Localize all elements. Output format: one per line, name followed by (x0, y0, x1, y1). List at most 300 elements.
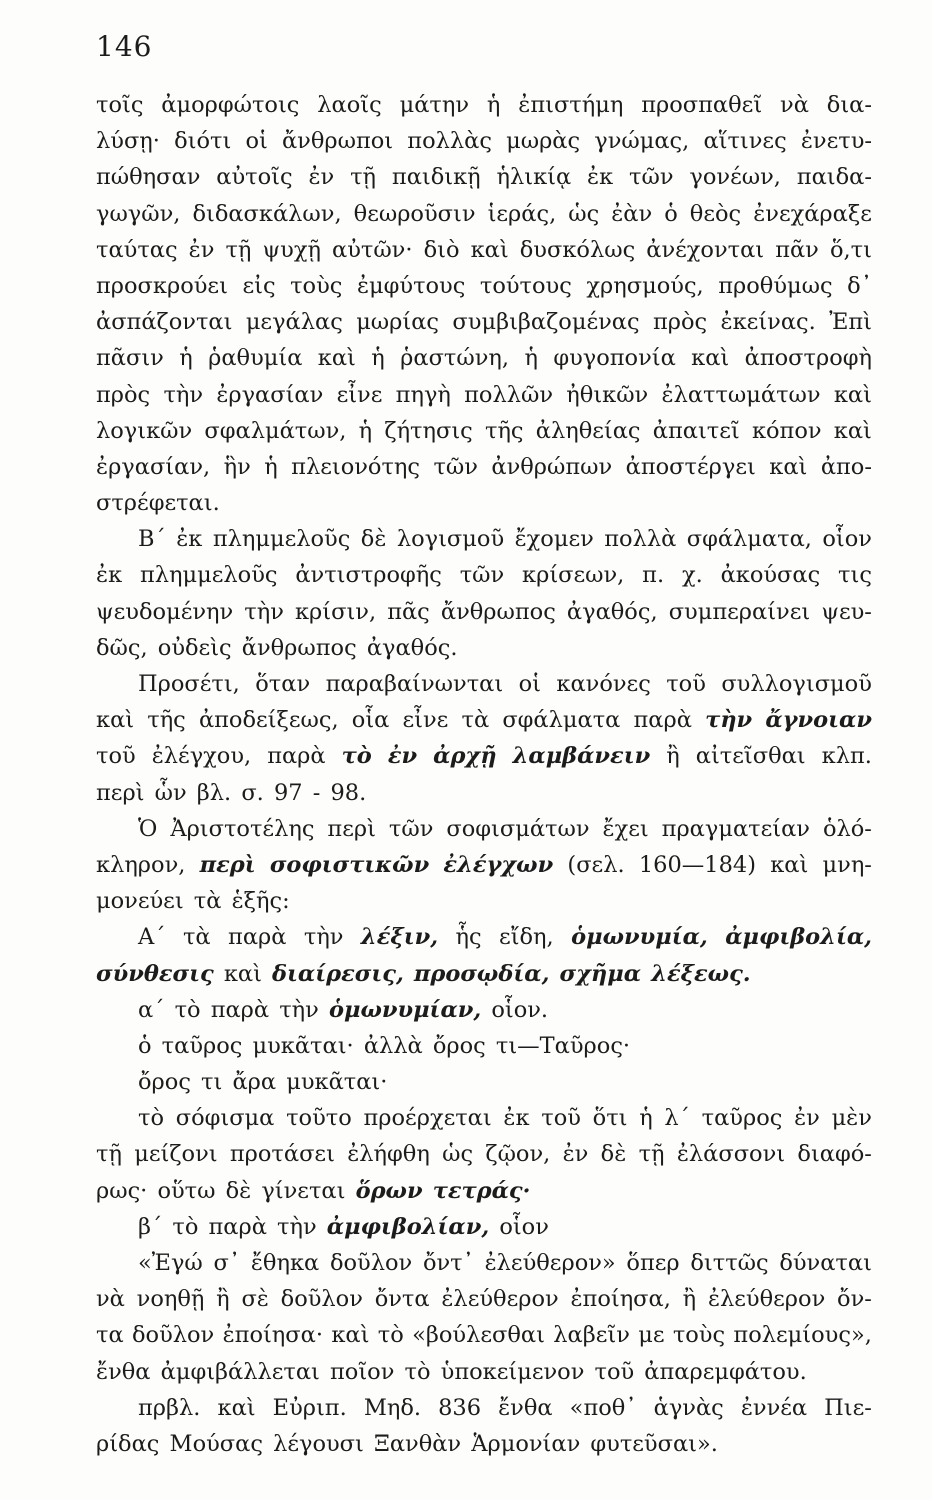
word: τούτους (479, 272, 572, 299)
word: τα (96, 1322, 124, 1349)
word: σφάλματα, (686, 526, 812, 553)
word: ἡ (358, 417, 373, 444)
word: ψυχῇ (262, 236, 321, 263)
word: ἐν (188, 236, 215, 263)
word: ὡς (568, 200, 600, 227)
word: τῇ (225, 236, 252, 263)
word: μυκᾶται· (286, 1069, 388, 1096)
word: δοῦλον (131, 1322, 215, 1349)
word: δοῦλον (329, 1250, 413, 1276)
word: βλ. (196, 779, 232, 806)
word: σοφισμάτων (446, 815, 590, 842)
word: καὶ (96, 707, 135, 734)
word: ἁγνὰς (653, 1394, 724, 1421)
word: ἐλήφθη (347, 1141, 430, 1168)
word: τοὺς (290, 272, 343, 299)
word: «βούλεσθαι (412, 1322, 545, 1349)
word: τῶν (433, 453, 478, 480)
word: ἐὰν (611, 200, 653, 227)
word: παρὰ (633, 707, 692, 734)
word: πρὸς (652, 309, 708, 336)
word: τι—Ταῦρος· (495, 1032, 631, 1059)
word: ὄντ᾽ (422, 1250, 474, 1276)
word: ὑποκείμενον (440, 1358, 585, 1385)
word: εἶνε (336, 381, 383, 408)
emphasized-word: σχῆμα (559, 960, 642, 987)
word: οἷον (822, 526, 872, 553)
word: κρίσεων, (522, 562, 625, 589)
word: διαφό- (797, 1141, 872, 1168)
text-line (96, 268, 872, 304)
emphasized-word: σύνθεσις (96, 960, 214, 987)
word: ἀπαρεμφάτου. (644, 1358, 807, 1385)
word: ἐννέα (740, 1394, 808, 1421)
text-line (96, 1317, 872, 1353)
text-line (96, 630, 872, 666)
word: θεωροῦσιν (353, 200, 476, 227)
word: αἰτεῖσθαι (695, 743, 806, 770)
word: Β´ (138, 526, 166, 553)
word: ῥαθυμία (208, 345, 303, 372)
word: σ᾽ (213, 1250, 241, 1276)
text-line (96, 377, 872, 413)
word: πρβλ. (138, 1394, 201, 1421)
word: πολλὰ (604, 526, 677, 553)
word: διττῶς (690, 1250, 769, 1276)
word: κανόνες (556, 671, 651, 697)
word: ἐν (308, 164, 335, 191)
word: ἄνθρωπος (241, 634, 357, 661)
word: πᾶν (775, 236, 819, 263)
word: ἣν (223, 453, 251, 480)
word: κρίσιν, (294, 598, 377, 625)
word: 160—184) (638, 851, 757, 878)
word: δια- (826, 92, 872, 118)
word: καὶ (769, 453, 808, 480)
word: καὶ (833, 381, 872, 408)
emphasized-word: διαίρεσις, (272, 960, 404, 987)
word: ἐλάσσονι (676, 1141, 786, 1168)
word: τῆς (485, 417, 524, 444)
text-line (96, 196, 872, 232)
word: τῇ (96, 1141, 122, 1168)
word: ἀνέχονται (646, 236, 765, 263)
word: ὁ (138, 1032, 152, 1059)
word: τις (838, 562, 872, 589)
word: θεὸς (689, 200, 742, 227)
word: - (312, 779, 321, 806)
word: ἀπο- (820, 453, 872, 480)
word: ὄρος (138, 1069, 191, 1096)
word: β´ (138, 1213, 163, 1240)
word: πᾶσιν (96, 345, 164, 372)
word: ἐνεχάραξε (753, 200, 872, 227)
text-line (96, 123, 872, 159)
word: ἀποστροφὴ (744, 345, 872, 372)
word: α´ (138, 996, 165, 1023)
word: χρησμούς, (586, 272, 704, 299)
word: μείζονι (134, 1141, 218, 1168)
word: ἐλαττωμάτων (661, 381, 821, 408)
text-line (96, 304, 872, 340)
word: ἀκούσας (720, 562, 821, 589)
word: ἐν (562, 1141, 589, 1168)
text-line (96, 738, 872, 774)
word: οὕτω (157, 1177, 216, 1204)
word: ἐλεύθερον (441, 1286, 559, 1313)
word: ἡλικίᾳ (496, 164, 572, 191)
word: λογικῶν (96, 417, 193, 444)
word: με (638, 1322, 665, 1349)
word: ἱεράς, (487, 200, 557, 227)
word: καὶ (833, 417, 872, 444)
word: τοῦ (666, 671, 706, 697)
word: σόφισμα (175, 1105, 275, 1132)
word: μάτην (399, 92, 470, 118)
word: αἵτινες (703, 128, 787, 155)
word: ὡς (442, 1141, 474, 1168)
word: πραγματείαν (661, 815, 810, 842)
text-line (96, 1064, 872, 1100)
word: δυσκόλως (519, 236, 636, 263)
word: ἀμορφώτοις (161, 92, 300, 118)
text-line (96, 413, 872, 449)
word: ῥαστώνη, (400, 345, 510, 372)
text-line (96, 811, 872, 847)
word: μωρίας (356, 309, 440, 336)
word: προτάσει (229, 1141, 335, 1168)
word: ἐκ (176, 526, 203, 553)
word: ὅτι (592, 1105, 628, 1132)
text-line (96, 847, 872, 883)
word: διὸ (423, 236, 460, 263)
word: καὶ (470, 236, 509, 263)
text-line (96, 1136, 872, 1172)
word: ἢ (682, 1286, 697, 1313)
word: δοῦλον (280, 1286, 363, 1313)
emphasized-word: σοφιστικῶν (269, 851, 430, 878)
emphasized-word: τὸ (341, 743, 372, 770)
word: μνη- (822, 851, 872, 878)
emphasized-word: προσῳδία, (413, 960, 550, 987)
word: γονέων, (689, 164, 781, 191)
text-line (96, 1100, 872, 1136)
word: κόπον (751, 417, 822, 444)
word: πώθησαν (96, 164, 201, 191)
word: ἀγαθός. (366, 634, 458, 661)
word: τοῦ (96, 743, 136, 770)
word: ἢ (216, 1286, 230, 1313)
word: ἔνθα (96, 1358, 151, 1385)
emphasized-word: περὶ (199, 851, 256, 878)
word: Μούσας (169, 1430, 263, 1457)
word: τὸ (377, 1322, 404, 1349)
word: περὶ (327, 815, 376, 842)
word: ἡ (639, 1105, 653, 1132)
word: οἷα (351, 707, 390, 734)
word: ὄν- (837, 1286, 872, 1313)
word: ποῖον (330, 1358, 395, 1385)
word: ταῦρος (701, 1105, 783, 1132)
word: ἔθηκα (250, 1250, 320, 1276)
word: σφάλματα (502, 707, 621, 734)
word: Εὐριπ. (272, 1394, 347, 1421)
word: οἷον. (491, 996, 549, 1023)
word: μεγάλας (245, 309, 343, 336)
word: ὅπερ (626, 1250, 680, 1276)
text-line (96, 1209, 872, 1245)
text-line (96, 883, 872, 919)
word: τὰ (461, 707, 490, 734)
word: οὐδεὶς (157, 634, 232, 661)
word: ἐμφύτους (356, 272, 466, 299)
word: πλημμελοῦς (212, 526, 351, 553)
word: πηγὴ (395, 381, 451, 408)
text-line (96, 1028, 872, 1064)
word: ἑξῆς: (231, 888, 290, 915)
word: τῶν (388, 815, 434, 842)
word: καὶ (217, 1394, 256, 1421)
word: ἄνθρωποι (281, 128, 394, 155)
word: τοῦτο (286, 1105, 352, 1132)
word: ἡ (179, 345, 193, 372)
word: καὶ (770, 851, 809, 878)
word: τὸ (138, 1105, 164, 1132)
word: πολεμίους», (733, 1322, 872, 1349)
emphasized-word: ἐλέγχων (443, 851, 554, 878)
word: καὶ (223, 960, 262, 987)
word: ἀληθείας (535, 417, 641, 444)
word: ὧν (154, 779, 187, 806)
word: τὴν (279, 996, 319, 1023)
word: καὶ (331, 1322, 370, 1349)
word: ἐλέγχου, (151, 743, 252, 770)
word: «Ἐγώ (138, 1250, 203, 1276)
word: διδασκάλων, (192, 200, 342, 227)
word: γίνεται (261, 1177, 346, 1204)
word: ἀποδείξεως, (198, 707, 339, 734)
word: λύσῃ· (96, 128, 160, 155)
word: 98. (330, 779, 367, 806)
word: τὴν (163, 381, 204, 408)
word: ἠθικῶν (566, 381, 649, 408)
word: κληρον, (96, 851, 186, 878)
word: τι (201, 1069, 223, 1096)
word: Μηδ. (363, 1394, 422, 1421)
text-line (96, 159, 872, 195)
emphasized-word: ἐν (387, 743, 418, 770)
text-line (96, 956, 872, 992)
word: προσπαθεῖ (641, 92, 763, 118)
word: μονεύει (96, 888, 184, 915)
word: ἐργασίαν (216, 381, 324, 408)
word: περὶ (96, 779, 145, 806)
word: Ἀριστοτέλης (170, 815, 315, 842)
text-line (96, 521, 872, 557)
word: μυκᾶται· (252, 1032, 354, 1059)
word: ἡ (371, 345, 385, 372)
word: ρως· (96, 1177, 148, 1204)
word: ἀποστέργει (625, 453, 756, 480)
word: ἐλεύθερον» (484, 1250, 616, 1276)
word: χ. (681, 562, 703, 589)
word: συμπεραίνει (668, 598, 811, 625)
word: μὲν (831, 1105, 872, 1132)
word: ὄντα (374, 1286, 430, 1313)
word: ἔχει (602, 815, 649, 842)
word: ἐκ (503, 1105, 530, 1132)
word: ἀπαιτεῖ (652, 417, 740, 444)
word: τοῦ (541, 1105, 581, 1132)
text-line (96, 1354, 872, 1390)
word: συμβιβαζομένας (452, 309, 640, 336)
word: προέρχεται (363, 1105, 492, 1132)
text-line (96, 992, 872, 1028)
word: εἶνε (402, 707, 449, 734)
word: σ. (241, 779, 264, 806)
word: τοὺς (672, 1322, 726, 1349)
word: μωρὰς (506, 128, 581, 155)
word: ψευ- (821, 598, 872, 625)
word: τῇ (638, 1141, 665, 1168)
word: συλλογισμοῦ (721, 671, 872, 697)
word: ἀσπάζονται (96, 309, 233, 336)
word: παιδικῇ (391, 164, 481, 191)
text-line (96, 557, 872, 593)
word: τὴν (244, 598, 284, 625)
word: δὲ (600, 1141, 627, 1168)
word: Ξανθὰν (373, 1430, 462, 1457)
word: καὶ (691, 345, 730, 372)
word: παιδα- (796, 164, 872, 191)
word: ἔχομεν (514, 526, 594, 553)
word: ταύτας (96, 236, 178, 263)
word: τῶν (459, 562, 505, 589)
word: ἔνθα (498, 1394, 553, 1421)
body-text (96, 87, 872, 1462)
word: ταῦρος (161, 1032, 243, 1059)
word: Προσέτι, (138, 671, 240, 697)
word: ζήτησις (384, 417, 473, 444)
word: παρὰ (210, 996, 270, 1023)
word: πλημμελοῦς (139, 562, 278, 589)
word: οἱ (518, 671, 541, 697)
emphasized-word: τὴν (705, 707, 753, 734)
word: ἀντιστροφῆς (295, 562, 442, 589)
word: λαοῖς (317, 92, 382, 118)
text-line (96, 1245, 872, 1281)
word: αὐτῶν· (332, 236, 413, 263)
word: πρὸς (96, 381, 151, 408)
word: ἄνθρωπος (440, 598, 556, 625)
word: παραβαίνωνται (325, 671, 504, 697)
word: σφαλμάτων, (204, 417, 347, 444)
emphasized-word: ἀμφιβολίαν, (326, 1213, 490, 1240)
word: προθύμως (718, 272, 833, 299)
word: λ´ (664, 1105, 690, 1132)
word: Ἁρμονίαν (471, 1430, 581, 1457)
word: φυγοπονία (553, 345, 676, 372)
word: Πιε- (824, 1394, 872, 1421)
text-line (96, 775, 872, 811)
word: πολλὰς (407, 128, 492, 155)
word: λογισμοῦ (396, 526, 505, 553)
word: πᾶς (387, 598, 430, 625)
page-number: 146 (96, 30, 153, 63)
emphasized-word: ὁμωνυμίαν, (328, 996, 482, 1023)
word: ρίδας (96, 1430, 160, 1457)
text-line (96, 702, 872, 738)
word: τῶν (629, 164, 674, 191)
word: ἢ (666, 743, 680, 770)
word: ὄρος (432, 1032, 486, 1059)
word: ἀγαθός, (566, 598, 658, 625)
word: γωγῶν, (96, 200, 181, 227)
word: ἀνθρώπων (491, 453, 613, 480)
emphasized-word: ἀμφιβολία, (725, 924, 872, 951)
word: οἱ (245, 128, 268, 155)
text-line (96, 232, 872, 268)
word: στρέφεται. (96, 490, 220, 517)
word: (σελ. (567, 851, 625, 878)
emphasized-word: τετράς· (432, 1177, 531, 1204)
word: οἷον (499, 1213, 549, 1240)
word: παρὰ (267, 743, 326, 770)
word: ἄρα (232, 1069, 277, 1096)
word: δ᾽ (847, 272, 872, 299)
word: αὐτοῖς (216, 164, 293, 191)
word: ἐνετυ- (800, 128, 872, 155)
word: ἐν (794, 1105, 820, 1132)
word: τὴν (303, 924, 344, 951)
word: «ποθ᾽ (569, 1394, 637, 1421)
word: ζῷον, (485, 1141, 551, 1168)
word: 97 (273, 779, 303, 806)
word: Ἐπὶ (829, 309, 872, 336)
word: εἴδη, (499, 924, 554, 951)
text-line (96, 1390, 872, 1426)
word: ὁλό- (822, 815, 872, 842)
word: ὅταν (255, 671, 311, 697)
word: τὰ (182, 924, 211, 951)
text-line (96, 1281, 872, 1317)
word: ἐποίησα· (222, 1322, 323, 1349)
word: λέγουσι (273, 1430, 364, 1457)
word: ἀμφιβάλλεται (160, 1358, 320, 1385)
word: προσκρούει (96, 272, 228, 299)
emphasized-word: ἄγνοιαν (765, 707, 872, 734)
word: ἡ (264, 453, 278, 480)
word: ὅ,τι (829, 236, 872, 263)
word: ἐποίησα, (570, 1286, 671, 1313)
word: τὸ (404, 1358, 431, 1385)
text-line (96, 87, 872, 123)
word: νοηθῇ (136, 1286, 205, 1313)
word: δύναται (779, 1250, 872, 1276)
text-line (96, 919, 872, 955)
word: δῶς, (96, 634, 148, 661)
emphasized-word: ὁμωνυμία, (571, 924, 708, 951)
text-line (96, 1426, 872, 1462)
word: δὲ (225, 1177, 252, 1204)
word: ἐκ (587, 164, 614, 191)
word: τῇ (350, 164, 377, 191)
word: πολλῶν (464, 381, 554, 408)
text-line (96, 1173, 872, 1209)
word: π. (642, 562, 665, 589)
word: γνώμας, (594, 128, 690, 155)
word: 836 (438, 1394, 482, 1421)
